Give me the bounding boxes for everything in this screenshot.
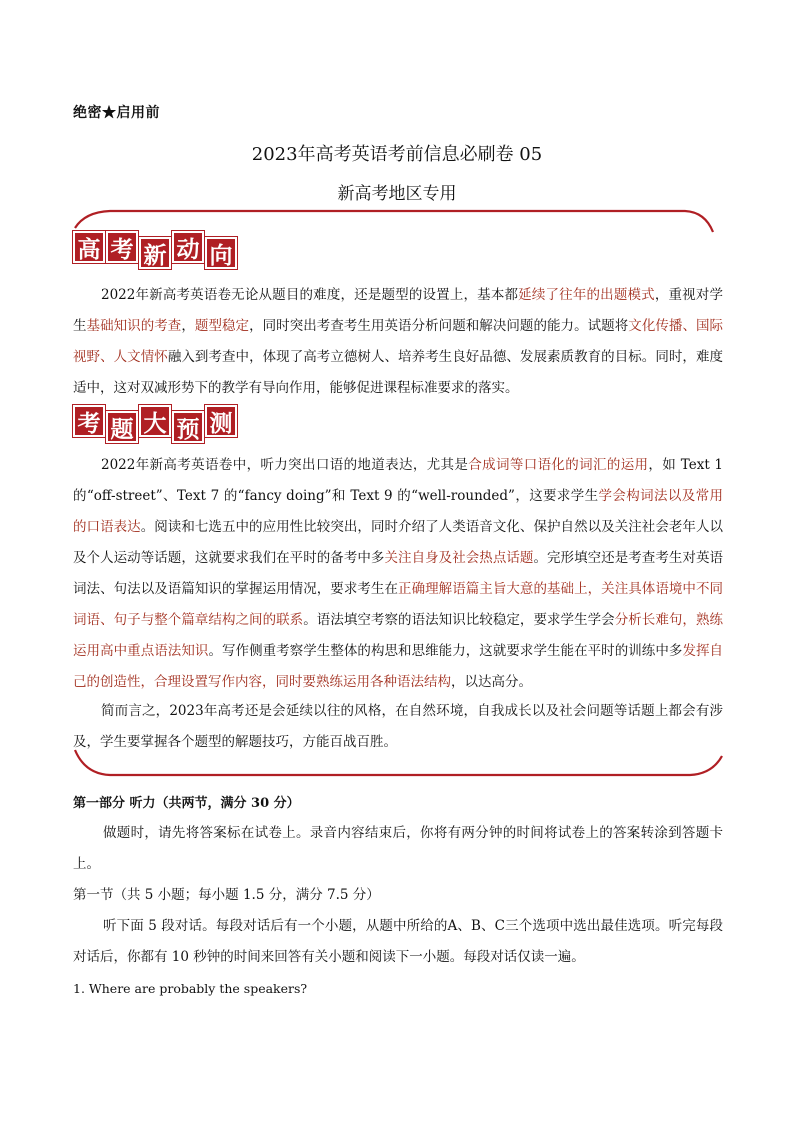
trend-badge-char: 考: [106, 231, 138, 263]
forecast-badge: [73, 405, 237, 443]
part1-body: [73, 818, 723, 1004]
forecast-badge-char: 测: [205, 405, 237, 437]
forecast-badge-char: 预: [172, 411, 204, 443]
section1-heading: 第一节（共 5 小题；每小题 1.5 分，满分 7.5 分）: [73, 887, 380, 903]
confidential-label: 绝密★启用前: [73, 105, 160, 121]
summary-paragraph: 简而言之，2023年高考还是会延续以往的风格，在自然环境，自我成长以及社会问题等话题上都会有涉及，学生要掌握各个题型的解题技巧，方能百战百胜。: [73, 703, 723, 750]
paper-title: 2023年高考英语考前信息必刷卷 05: [251, 144, 543, 165]
forecast-badge-char: 考: [73, 405, 105, 437]
trend-paragraph: 2022年新高考英语卷无论从题目的难度，还是题型的设置上，基本都延续了往年的出题模式，重视对学生基础知识的考查，题型稳定，同时突出考查考生用英语分析问题和解决问题的能力。试题将文化传播、国际视野、人文情怀融入到考查中，体现了高考立德树人、培养考生良好品德、发展素质教育的目标。同时，难度适中，这对双减形势下的教学有导向作用，能够促进课程标准要求的落实。: [73, 287, 724, 396]
part1-instruction: 做题时，请先将答案标在试卷上。录音内容结束后，你将有两分钟的时间将试卷上的答案转涂到答题卡上。: [73, 825, 723, 872]
trend-badge-char: 高: [73, 231, 105, 263]
forecast-paragraph: 2022年新高考英语卷中，听力突出口语的地道表达，尤其是合成词等口语化的词汇的运用，如 Text 1 的“off-street”、Text 7 的“fancy doing”和 Text 9 的“well-rounded”，这要求学生学会构词法以及常用的口语表达。阅读和七选五中的应用性比较突出，同时介绍了人类语音文化、保护自然以及关注社会老年人以及个人运动等话题，这就要求我们在平时的备考中多关注自身及社会热点话题。完形填空还是考查考生对英语词法、句法以及语篇知识的掌握运用情况，要求考生在正确理解语篇主旨大意的基础上，关注具体语境中不同词语、句子与整个篇章结构之间的联系。语法填空考察的语法知识比较稳定，要求学生学会分析长难句，熟练运用高中重点语法知识。写作侧重考察学生整体的构思和思维能力，这就要求学生能在平时的训练中多发挥自己的创造性，合理设置写作内容，同时要熟练运用各种语法结构，以达高分。: [73, 457, 724, 690]
forecast-badge-char: 大: [139, 405, 171, 437]
trend-badge-char: 新: [139, 237, 171, 269]
trend-badge: [73, 231, 237, 269]
part1-heading: 第一部分 听力（共两节，满分 30 分）: [73, 796, 300, 811]
section1-instruction: 听下面 5 段对话。每段对话后有一个小题，从题中所给的A、B、C三个选项中选出最佳选项。听完每段对话后，你都有 10 秒钟的时间来回答有关小题和阅读下一小题。每段对话仅读一遍。: [73, 918, 723, 965]
trend-badge-char: 动: [172, 231, 204, 263]
trend-badge-char: 向: [205, 237, 237, 269]
question-1: 1. Where are probably the speakers?: [73, 981, 308, 996]
paper-subtitle: 新高考地区专用: [337, 184, 457, 204]
forecast-badge-char: 题: [106, 411, 138, 443]
